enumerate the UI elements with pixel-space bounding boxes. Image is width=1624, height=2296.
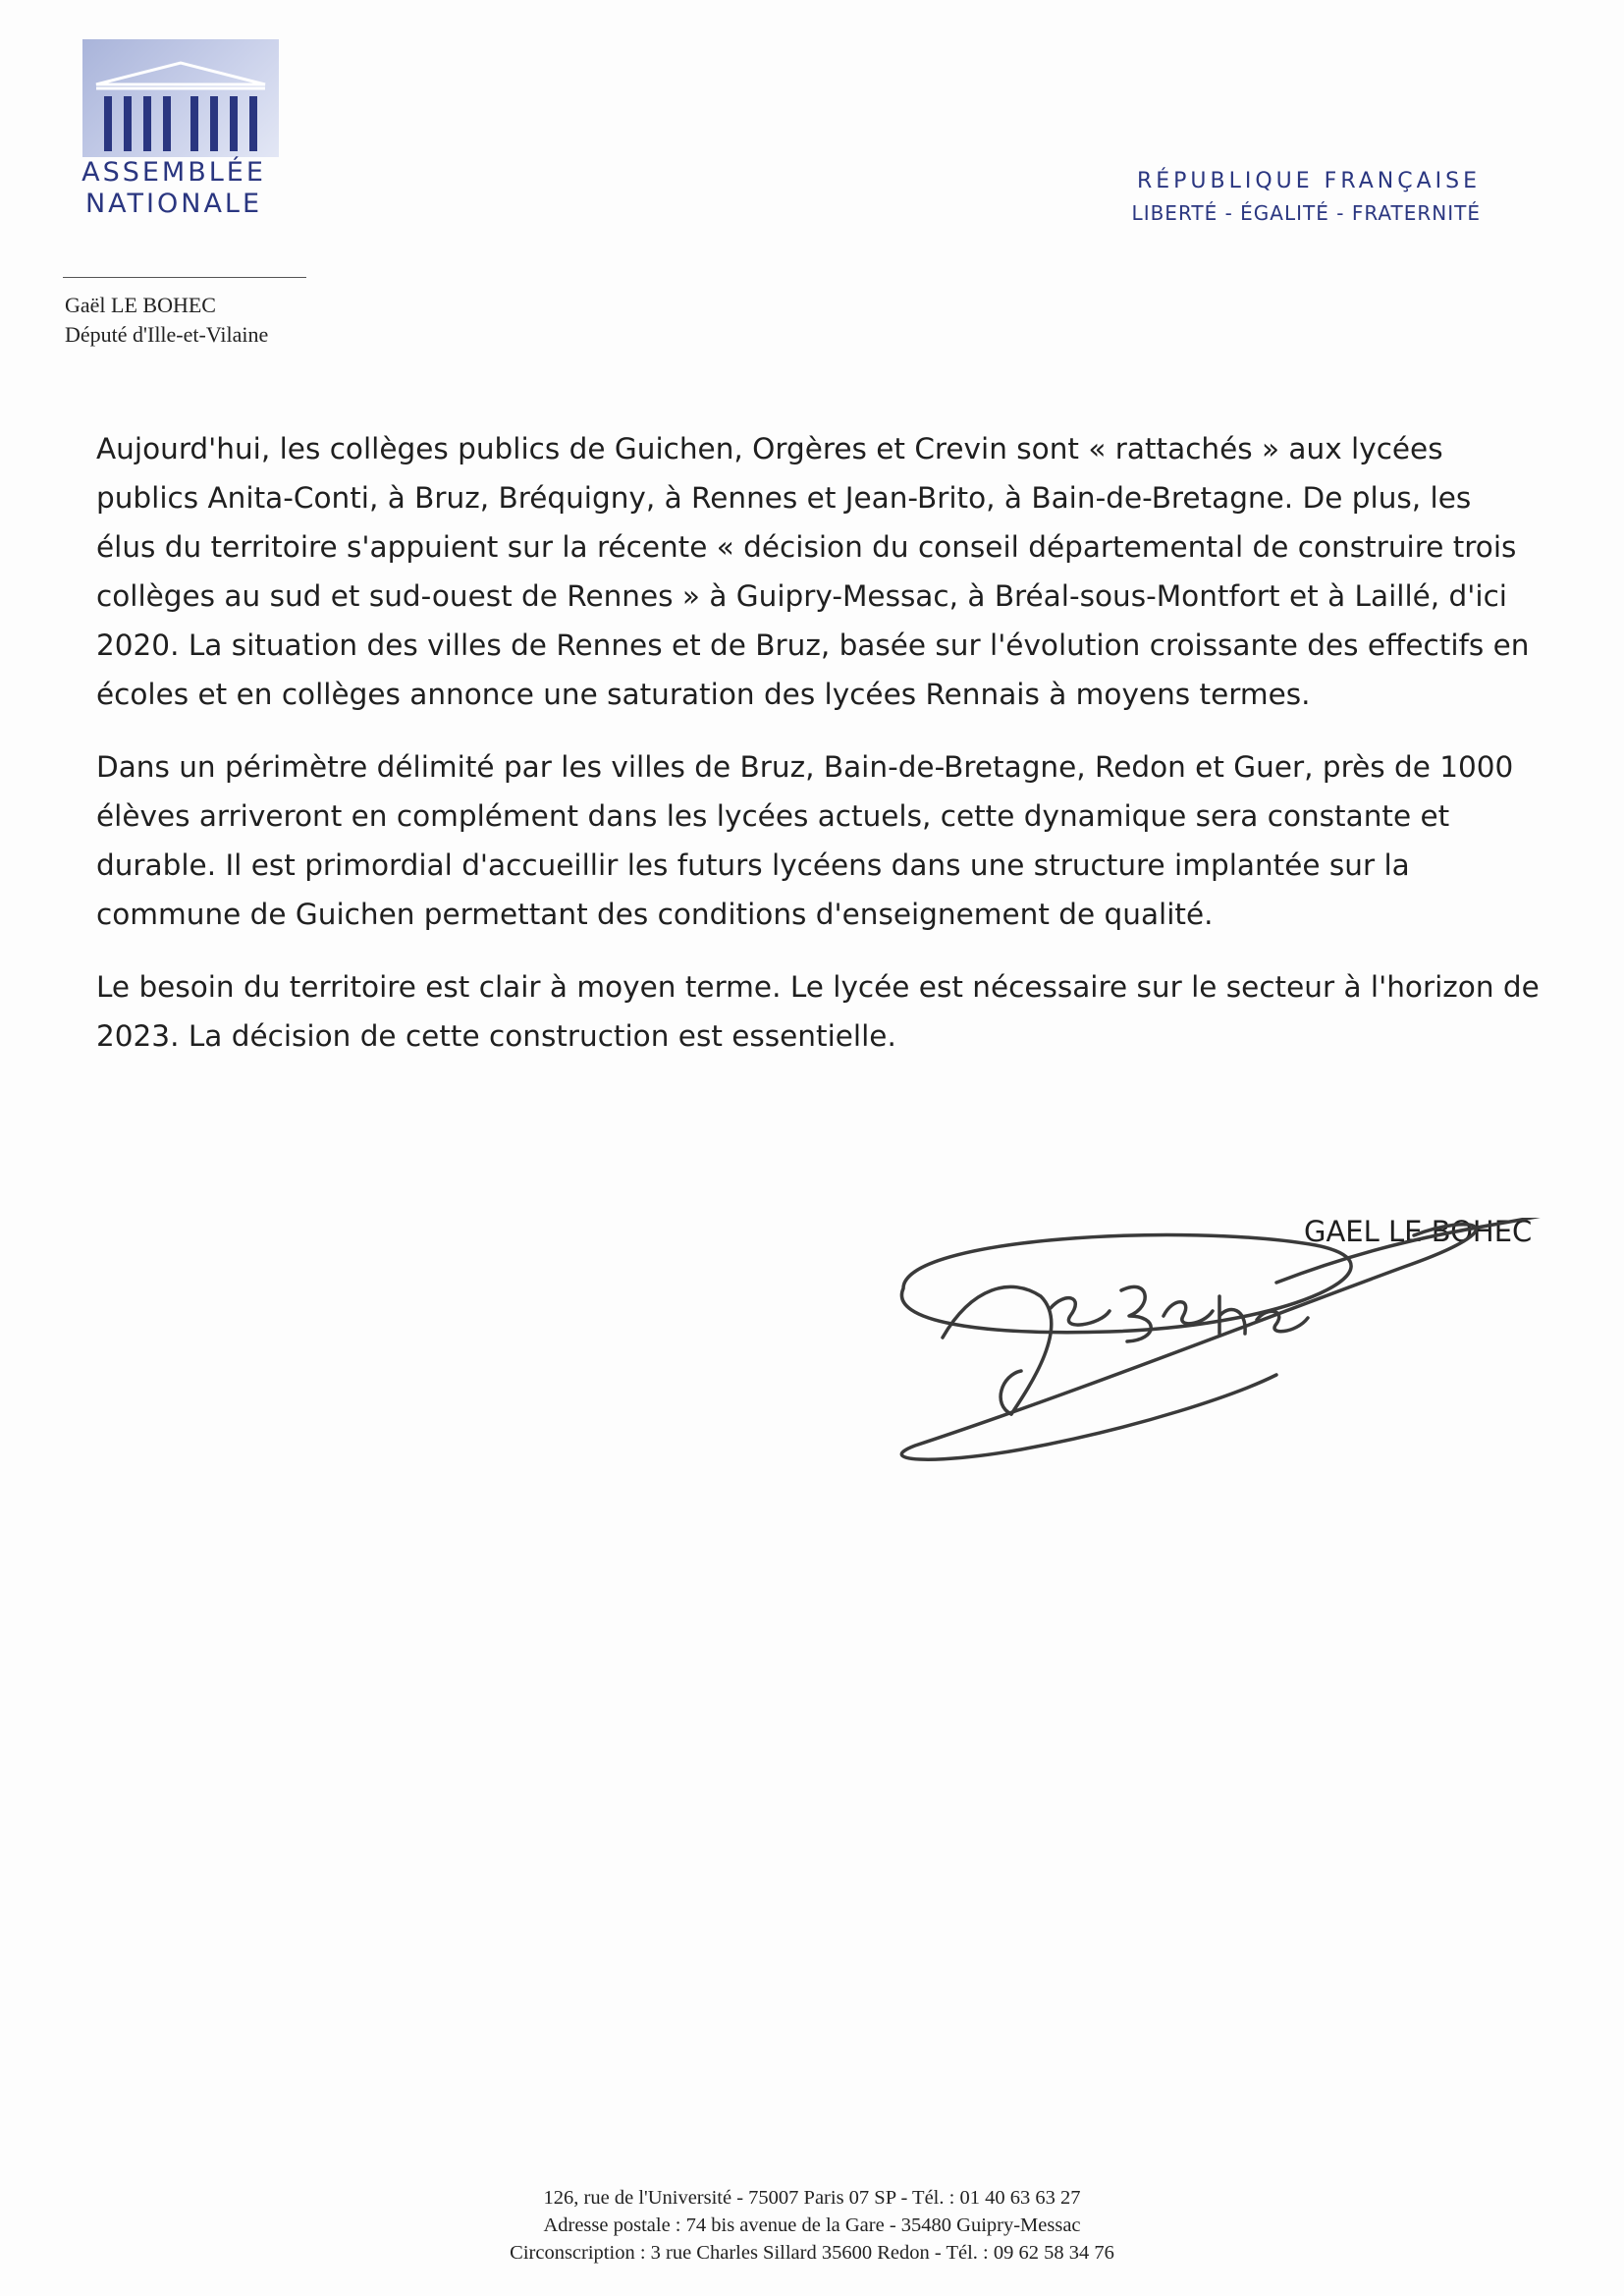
handwritten-signature	[864, 1218, 1571, 1473]
letter-body	[96, 424, 1540, 1084]
paragraph-3: Le besoin du territoire est clair à moyen terme. Le lycée est nécessaire sur le secteur à l'horizon de 2023. La décision de cette construction est essentielle.	[96, 970, 1540, 1053]
republic-motto	[1132, 169, 1481, 225]
signatory-name: GAEL LE BOHEC	[1304, 1215, 1533, 1248]
liberte-egalite-fraternite: LIBERTÉ - ÉGALITÉ - FRATERNITÉ	[1131, 201, 1481, 225]
deputy-title: Député d'Ille-et-Vilaine	[65, 322, 269, 347]
footer-paris-address: 126, rue de l'Université - 75007 Paris 07 SP - Tél. : 01 40 63 63 27	[543, 2187, 1081, 2209]
deputy-block	[65, 291, 268, 350]
letter-footer	[0, 2184, 1624, 2267]
paragraph-1: Aujourd'hui, les collèges publics de Guichen, Orgères et Crevin sont « rattachés » aux lycées publics Anita-Conti, à Bruz, Bréquigny, à Rennes et Jean-Brito, à Bain-de-Bretagne. De plus, les élus du territoire s'appuient sur la récente « décision du conseil départemental de construire trois collèges au sud et sud-ouest de Rennes » à Guipry-Messac, à Bréal-sous-Montfort et à Laillé, d'ici 2020. La situation des villes de Rennes et de Bruz, basée sur l'évolution croissante des effectifs en écoles et en collèges annonce une saturation des lycées Rennais à moyens termes.	[96, 432, 1530, 711]
republique-francaise: RÉPUBLIQUE FRANÇAISE	[1136, 169, 1481, 193]
logo-text-assemblee: ASSEMBLÉE	[81, 157, 266, 188]
logo-text-nationale: NATIONALE	[84, 189, 263, 219]
footer-postal-address: Adresse postale : 74 bis avenue de la Gare - 35480 Guipry-Messac	[543, 2214, 1081, 2236]
paragraph-2: Dans un périmètre délimité par les villes de Bruz, Bain-de-Bretagne, Redon et Guer, près de 1000 élèves arriveront en complément dans les lycées actuels, cette dynamique sera constante et durable. Il est primordial d'accueillir les futurs lycéens dans une structure implantée sur la commune de Guichen permettant des conditions d'enseignement de qualité.	[96, 750, 1514, 931]
footer-constituency-address: Circonscription : 3 rue Charles Sillard 35600 Redon - Tél. : 09 62 58 34 76	[510, 2242, 1114, 2264]
header-divider	[63, 277, 306, 278]
palais-bourbon-icon	[82, 39, 279, 157]
deputy-name: Gaël LE BOHEC	[65, 293, 216, 317]
